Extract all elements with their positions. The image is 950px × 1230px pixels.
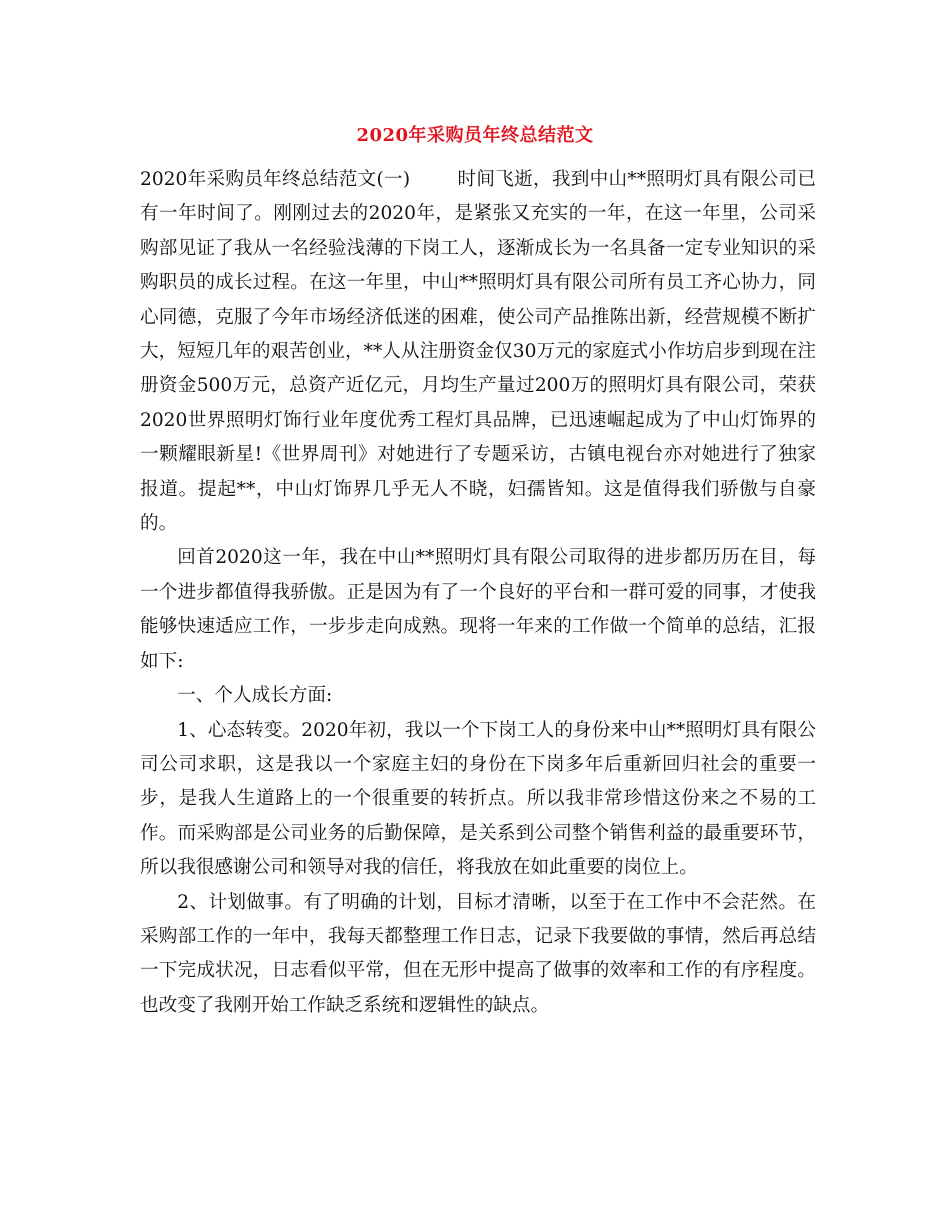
paragraph-2: 回首2020这一年，我在中山**照明灯具有限公司取得的进步都历历在目，每一个进步都值得我骄傲。正是因为有了一个良好的平台和一群可爱的同事，才使我能够快速适应工作，一步步走向成熟。现将一年来的工作做一个简单的总结，汇报如下: <box>140 547 816 672</box>
paragraph-1-text: 时间飞逝，我到中山**照明灯具有限公司已有一年时间了。刚刚过去的2020年，是紧张又充实的一年，在这一年里，公司采购部见证了我从一名经验浅薄的下岗工人，逐渐成长为一名具备一定专业知识的采购职员的成长过程。在这一年里，中山**照明灯具有限公司所有员工齐心协力，同心同德，克服了今年市场经济低迷的困难，使公司产品推陈出新，经营规模不断扩大，短短几年的艰苦创业，**人从注册资金仅30万元的家庭式小作坊启步到现在注册资金500万元，总资产近亿元，月均生产量过200万的照明灯具有限公司，荣获2020世界照明灯饰行业年度优秀工程灯具品牌，已迅速崛起成为了中山灯饰界的一颗耀眼新星!《世界周刊》对她进行了专题采访，古镇电视台亦对她进行了独家报道。提起**，中山灯饰界几乎无人不晓，妇孺皆知。这是值得我们骄傲与自豪的。 <box>140 169 816 535</box>
document-body <box>140 163 816 1023</box>
paragraph-1 <box>140 163 816 541</box>
paragraph-4: 1、心态转变。2020年初，我以一个下岗工人的身份来中山**照明灯具有限公司公司求职，这是我以一个家庭主妇的身份在下岗多年后重新回归社会的重要一步，是我人生道路上的一个很重要的转折点。所以我非常珍惜这份来之不易的工作。而采购部是公司业务的后勤保障，是关系到公司整个销售利益的最重要环节，所以我很感谢公司和领导对我的信任，将我放在如此重要的岗位上。 <box>140 719 816 879</box>
paragraph-3-heading: 一、个人成长方面: <box>177 685 333 707</box>
document-title: 2020年采购员年终总结范文 <box>356 125 594 146</box>
paragraph-5: 2、计划做事。有了明确的计划，目标才清晰，以至于在工作中不会茫然。在采购部工作的一年中，我每天都整理工作日志，记录下我要做的事情，然后再总结一下完成状况，日志看似平常，但在无形中提高了做事的效率和工作的有序程度。也改变了我刚开始工作缺乏系统和逻辑性的缺点。 <box>140 891 816 1016</box>
section-heading: 2020年采购员年终总结范文(一) <box>140 169 411 190</box>
